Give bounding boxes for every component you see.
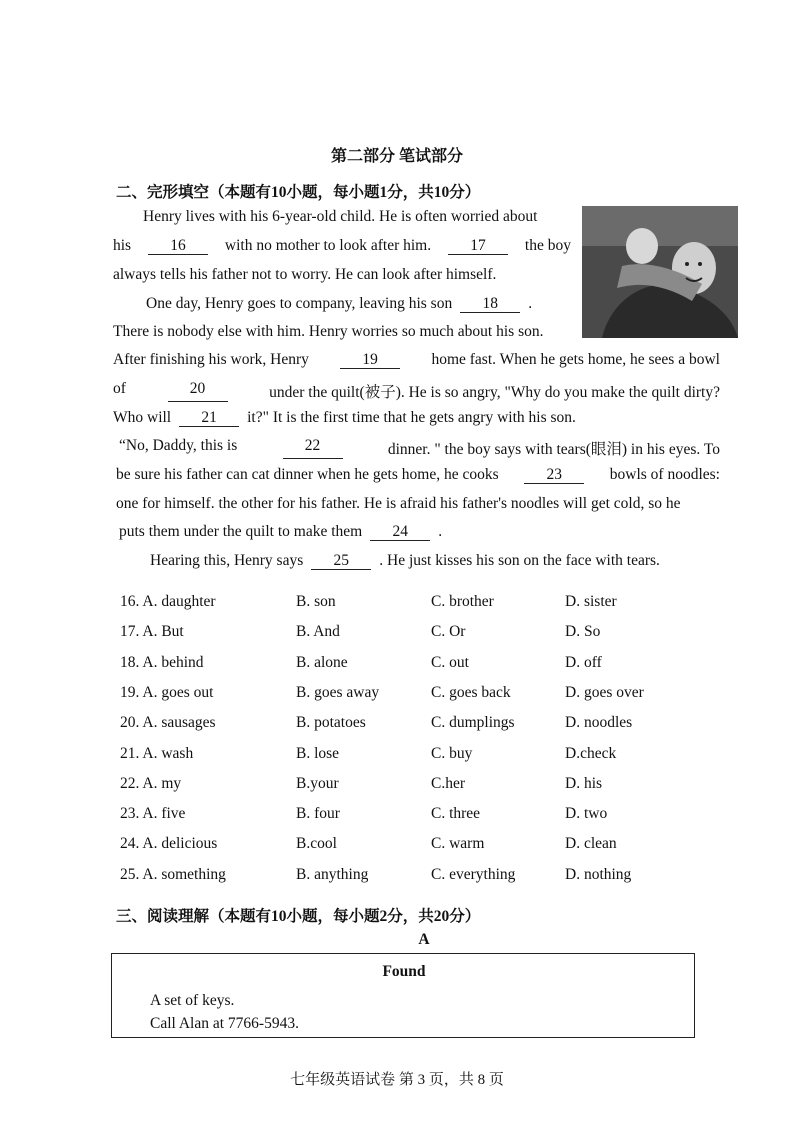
option-choice[interactable]: 24. A. delicious <box>120 835 218 853</box>
passage-text: bowls of noodles: <box>609 466 720 483</box>
found-notice <box>111 953 695 1038</box>
option-choice[interactable]: 18. A. behind <box>120 653 204 671</box>
passage-text: be sure his father can cat dinner when he gets home, he cooks <box>116 466 499 483</box>
passage-a-label: A <box>418 931 430 948</box>
option-choice[interactable]: 21. A. wash <box>120 744 194 762</box>
option-choice[interactable]: C. out <box>431 653 469 671</box>
passage-line <box>113 237 571 255</box>
passage-line <box>119 437 720 459</box>
passage-line <box>113 323 571 341</box>
passage-line <box>150 552 720 570</box>
option-choice[interactable]: 19. A. goes out <box>120 683 214 701</box>
section3-heading: 三、阅读理解（本题有10小题，每小题2分，共20分） <box>116 908 481 925</box>
option-choice[interactable]: B.your <box>296 774 339 792</box>
cloze-blank[interactable]: 17 <box>448 237 508 255</box>
found-line: A set of keys. <box>150 992 235 1009</box>
option-choice[interactable]: 25. A. something <box>120 865 226 883</box>
passage-text: under the quilt(被子). He is so angry, "Why do you make the quilt dirty? <box>269 384 720 401</box>
option-choice[interactable]: B. alone <box>296 653 348 671</box>
option-choice[interactable]: D. off <box>565 653 602 671</box>
option-choice[interactable]: B.cool <box>296 835 337 853</box>
option-choice[interactable]: D. clean <box>565 835 617 853</box>
passage-text: There is nobody else with him. Henry worries so much about his son. <box>113 323 544 340</box>
page-footer: 七年级英语试卷 第 3 页，共 8 页 <box>290 1072 504 1088</box>
option-choice[interactable]: B. anything <box>296 865 369 883</box>
passage-text: “No, Daddy, this is <box>119 437 238 454</box>
passage-text: of <box>113 380 126 397</box>
option-choice[interactable]: B. lose <box>296 744 340 762</box>
option-choice[interactable]: 17. A. But <box>120 623 184 641</box>
option-choice[interactable]: D. So <box>565 623 601 641</box>
option-choice[interactable]: 22. A. my <box>120 774 182 792</box>
passage-text: always tells his father not to worry. He can look after himself. <box>113 266 497 283</box>
passage-text: puts them under the quilt to make them <box>119 523 363 540</box>
passage-text: . <box>438 523 443 540</box>
passage-text: it?" It is the first time that he gets angry with his son. <box>247 409 576 426</box>
option-choice[interactable]: C.her <box>431 774 466 792</box>
option-choice[interactable]: C. dumplings <box>431 714 515 732</box>
option-choice[interactable]: D.check <box>565 744 617 762</box>
passage-text: Who will <box>113 409 172 426</box>
passage-line <box>116 495 720 513</box>
option-choice[interactable]: C. everything <box>431 865 516 883</box>
cloze-blank[interactable]: 22 <box>283 437 343 459</box>
option-choice[interactable]: C. goes back <box>431 683 511 701</box>
section2-heading: 二、完形填空（本题有10小题，每小题1分，共10分） <box>116 184 481 201</box>
passage-text: One day, Henry goes to company, leaving his son <box>146 295 453 312</box>
passage-text: one for himself. the other for his father. He is afraid his father's noodles will get cold, so he <box>116 495 681 512</box>
cloze-blank[interactable]: 23 <box>524 466 584 484</box>
option-choice[interactable]: C. warm <box>431 835 485 853</box>
passage-line <box>146 295 571 313</box>
passage-text: home fast. When he gets home, he sees a bowl <box>431 351 720 368</box>
option-choice[interactable]: D. two <box>565 805 608 823</box>
passage-line <box>119 523 720 541</box>
option-choice[interactable]: C. Or <box>431 623 466 641</box>
option-choice[interactable]: D. nothing <box>565 865 632 883</box>
passage-text: . <box>528 295 533 312</box>
option-choice[interactable]: B. potatoes <box>296 714 366 732</box>
option-choice[interactable]: C. buy <box>431 744 473 762</box>
passage-text: the boy <box>524 237 571 254</box>
option-choice[interactable]: B. goes away <box>296 683 380 701</box>
cloze-blank[interactable]: 21 <box>179 409 239 427</box>
found-line: Call Alan at 7766-5943. <box>150 1015 299 1032</box>
option-choice[interactable]: D. goes over <box>565 683 644 701</box>
passage-line <box>113 351 720 369</box>
cloze-blank[interactable]: 19 <box>340 351 400 369</box>
passage-text: his <box>113 237 132 254</box>
option-choice[interactable]: D. noodles <box>565 714 633 732</box>
cloze-blank[interactable]: 20 <box>168 380 228 402</box>
option-choice[interactable]: B. four <box>296 805 340 823</box>
passage-text: Hearing this, Henry says <box>150 552 304 569</box>
passage-text: dinner. " the boy says with tears(眼泪) in his eyes. To <box>387 441 720 458</box>
passage-text: Henry lives with his 6-year-old child. He is often worried about <box>143 208 538 225</box>
passage-text: After finishing his work, Henry <box>113 351 309 368</box>
cloze-blank[interactable]: 25 <box>311 552 371 570</box>
passage-line <box>113 266 571 284</box>
cloze-blank[interactable]: 16 <box>148 237 208 255</box>
found-title: Found <box>382 963 426 980</box>
passage-text: . He just kisses his son on the face with tears. <box>379 552 660 569</box>
passage-line <box>116 466 720 484</box>
option-choice[interactable]: D. his <box>565 774 603 792</box>
passage-line <box>113 409 720 427</box>
option-choice[interactable]: 20. A. sausages <box>120 714 216 732</box>
passage-text: with no mother to look after him. <box>224 237 432 254</box>
option-choice[interactable]: D. sister <box>565 593 617 610</box>
cloze-blank[interactable]: 18 <box>460 295 520 313</box>
option-choice[interactable]: C. three <box>431 805 481 823</box>
option-choice[interactable]: B. son <box>296 593 336 610</box>
option-choice[interactable]: 23. A. five <box>120 805 186 823</box>
passage-line <box>113 380 720 402</box>
cloze-blank[interactable]: 24 <box>370 523 430 541</box>
option-choice[interactable]: C. brother <box>431 593 494 610</box>
page-title: 第二部分 笔试部分 <box>330 148 463 165</box>
passage-line <box>143 208 571 226</box>
option-choice[interactable]: B. And <box>296 623 340 641</box>
option-choice[interactable]: 16. A. daughter <box>120 593 216 610</box>
father-son-photo <box>582 206 738 338</box>
